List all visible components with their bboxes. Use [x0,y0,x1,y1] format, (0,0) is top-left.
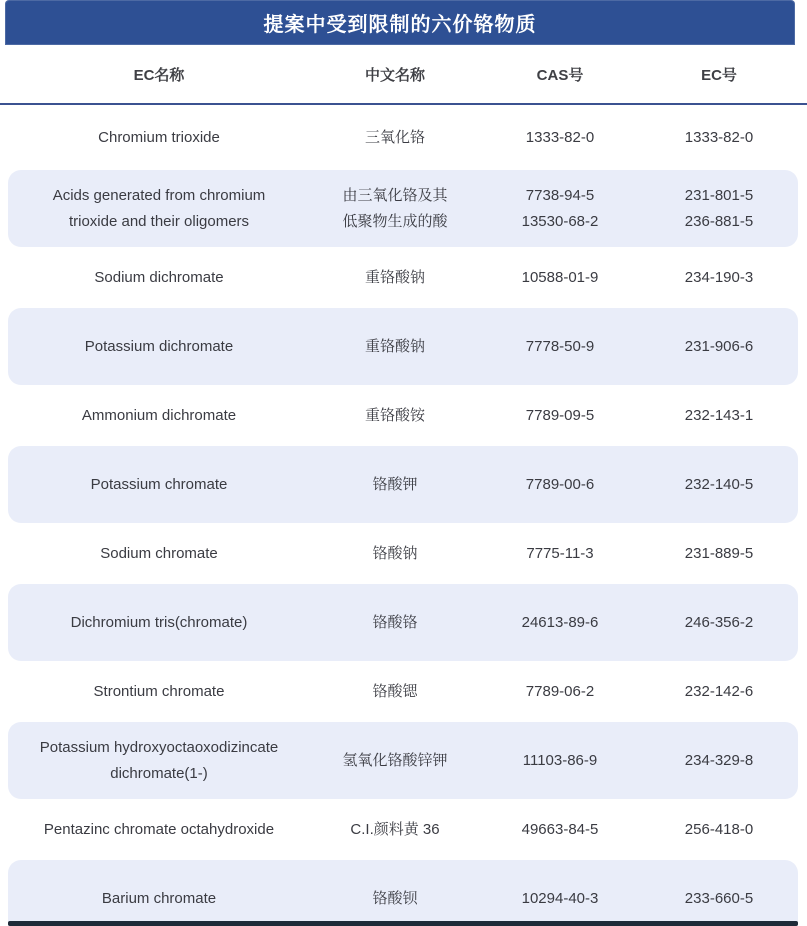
cell-ec-name [8,679,310,705]
table-row [8,661,798,722]
cell-text-line: 232-142-6 [684,682,754,700]
cell-cas [480,610,640,636]
cell-text-line: 7738-94-5 [525,186,595,204]
cell-text-line: Sodium chromate [100,544,218,562]
table-header-row [8,45,798,103]
table-title: 提案中受到限制的六价铬物质 [263,14,537,36]
column-header-cas: CAS号 [536,66,584,84]
cell-text-line: 重铬酸铵 [364,406,425,424]
cell-text-line: 铬酸钡 [372,889,418,907]
cell-text-line: 7789-06-2 [525,682,595,700]
cell-text-line: 256-418-0 [684,820,754,838]
cell-cas [480,403,640,429]
cell-text-line: trioxide and their oligomers [68,212,250,230]
cell-ec [640,748,798,774]
cell-text-line: 铬酸锶 [372,682,418,700]
cell-cn-name [310,886,480,912]
cell-text-line: dichromate(1-) [110,764,208,782]
table-row [8,860,798,926]
cell-ec [640,541,798,567]
cell-cas [480,541,640,567]
cell-text-line: 重铬酸钠 [364,337,425,355]
cell-ec-name [8,403,310,429]
column-header-ec-number: EC号 [701,66,737,84]
cell-text-line: 234-329-8 [684,751,754,769]
cell-text-line: 236-881-5 [684,212,754,230]
cell-text-line: Potassium hydroxyoctaoxodizincate [39,738,279,756]
cell-text-line: Ammonium dichromate [81,406,237,424]
table-row [8,105,798,170]
cell-text-line: 231-889-5 [684,544,754,562]
cell-ec-name [8,817,310,843]
cell-text-line: Potassium chromate [90,475,228,493]
column-header-ec-name: EC名称 [133,66,185,84]
cell-text-line: C.I.颜料黄 36 [350,820,440,838]
cell-text-line: Chromium trioxide [98,128,220,146]
cell-text-line: 1333-82-0 [525,128,595,146]
table-row [8,170,798,247]
cell-ec-name [8,334,310,360]
cell-text-line: Pentazinc chromate octahydroxide [43,820,275,838]
cell-text-line: 10294-40-3 [521,889,599,907]
cell-text-line: 13530-68-2 [521,212,599,230]
cell-cn-name [310,183,480,235]
cell-text-line: Barium chromate [101,889,217,907]
cell-ec-name [8,610,310,636]
cell-text-line: 7778-50-9 [525,337,595,355]
cell-cn-name [310,817,480,843]
cell-ec [640,183,798,235]
cell-cn-name [310,610,480,636]
cell-cas [480,125,640,151]
cell-text-line: 49663-84-5 [521,820,599,838]
cell-ec-name [8,541,310,567]
cell-cn-name [310,748,480,774]
cell-cn-name [310,334,480,360]
cell-ec [640,334,798,360]
cell-ec [640,610,798,636]
cell-text-line: 233-660-5 [684,889,754,907]
table-row [8,446,798,523]
cell-text-line: Strontium chromate [93,682,225,700]
cell-text-line: 232-143-1 [684,406,754,424]
table-row [8,799,798,860]
cell-cn-name [310,472,480,498]
bottom-accent-bar [8,921,798,926]
cell-cas [480,679,640,705]
table-row [8,247,798,308]
cell-text-line: 7775-11-3 [526,544,594,562]
cell-text-line: 低聚物生成的酸 [342,212,448,230]
cell-ec [640,472,798,498]
cell-text-line: 由三氧化铬及其 [342,186,448,204]
cell-cn-name [310,679,480,705]
column-header-cn-name: 中文名称 [364,66,425,84]
cell-ec-name [8,183,310,235]
cell-text-line: Acids generated from chromium [52,186,266,204]
cell-cn-name [310,403,480,429]
cell-text-line: 231-906-6 [684,337,754,355]
cell-text-line: 重铬酸钠 [364,268,425,286]
table-row [8,308,798,385]
cell-text-line: 7789-00-6 [525,475,595,493]
table-title-bar [5,0,795,45]
table-row [8,584,798,661]
cell-text-line: Potassium dichromate [84,337,234,355]
cell-text-line: 11103-86-9 [522,751,598,769]
cell-cas [480,817,640,843]
cell-text-line: 三氧化铬 [364,128,425,146]
cell-cas [480,472,640,498]
cell-ec-name [8,735,310,787]
cell-text-line: 铬酸钾 [372,475,418,493]
cell-text-line: 231-801-5 [684,186,754,204]
cell-text-line: 232-140-5 [684,475,754,493]
cell-ec [640,886,798,912]
cell-text-line: 铬酸钠 [372,544,418,562]
cell-cas [480,334,640,360]
cell-text-line: 氢氧化铬酸锌钾 [342,751,448,769]
cell-ec-name [8,125,310,151]
cell-text-line: 24613-89-6 [521,613,599,631]
cell-cas [480,183,640,235]
table-rows [0,105,807,926]
cell-ec [640,265,798,291]
cell-cas [480,748,640,774]
cell-ec-name [8,265,310,291]
cell-cn-name [310,541,480,567]
cell-text-line: Dichromium tris(chromate) [70,613,248,631]
cell-ec [640,403,798,429]
cell-text-line: 234-190-3 [684,268,754,286]
cell-ec-name [8,472,310,498]
cell-text-line: 铬酸铬 [372,613,418,631]
cell-text-line: Sodium dichromate [94,268,224,286]
cell-cn-name [310,265,480,291]
cell-text-line: 246-356-2 [684,613,754,631]
table-row [8,523,798,584]
table-row [8,722,798,799]
cell-ec [640,679,798,705]
table-row [8,385,798,446]
cell-cn-name [310,125,480,151]
cell-cas [480,265,640,291]
cell-text-line: 1333-82-0 [684,128,754,146]
cell-ec [640,125,798,151]
cell-cas [480,886,640,912]
cell-text-line: 7789-09-5 [525,406,595,424]
cell-ec-name [8,886,310,912]
cell-text-line: 10588-01-9 [521,268,599,286]
cell-ec [640,817,798,843]
